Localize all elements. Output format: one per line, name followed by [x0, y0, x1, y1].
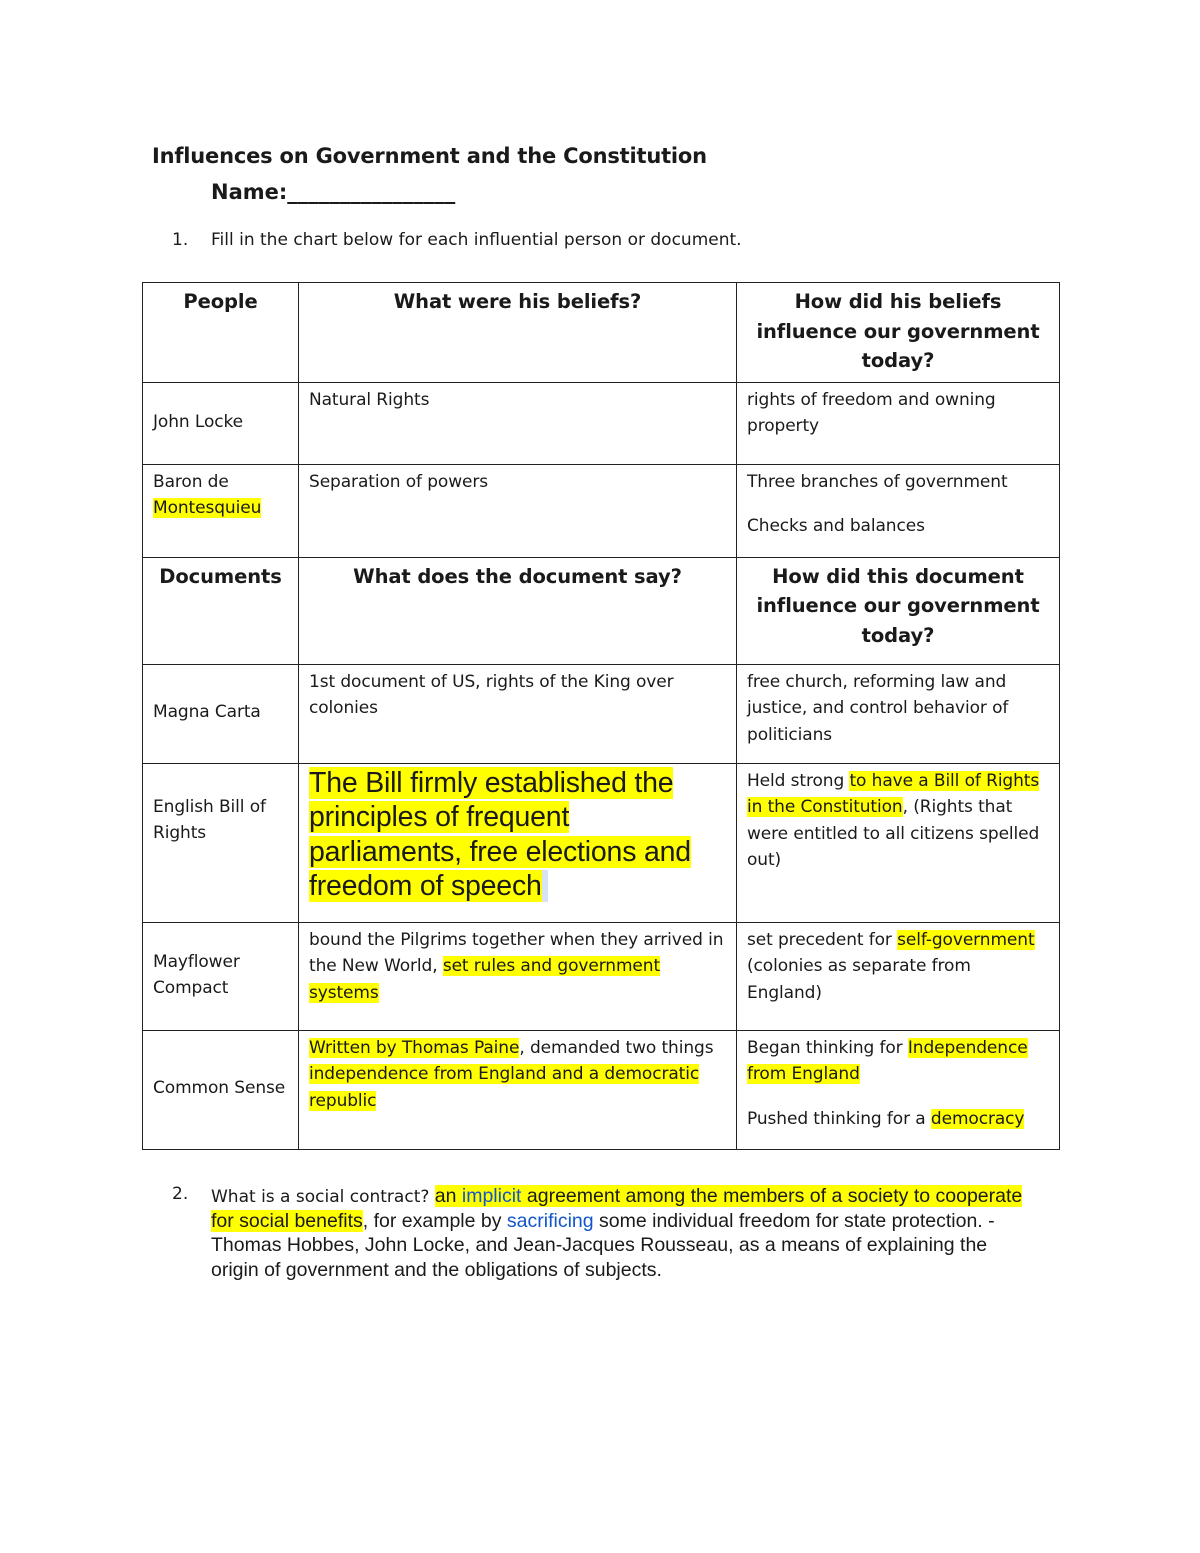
common-sense-says-a: Written by Thomas Paine: [309, 1037, 520, 1058]
answer-sacrificing-link: sacrificing: [506, 1209, 594, 1232]
mayflower-says-a: bound the Pilgrims together when they arrived in the New World,: [309, 929, 724, 976]
question-2-number: 2.: [172, 1184, 189, 1204]
montesquieu-highlight: Montesquieu: [153, 498, 262, 518]
mayflower-says-b: set rules and government systems: [309, 956, 661, 1003]
document-magna-carta: Magna Carta: [143, 664, 299, 763]
mayflower-influence-a: set precedent for: [747, 929, 898, 950]
locke-influence: rights of freedom and owning property: [737, 382, 1060, 464]
common-sense-influence-2a: Pushed thinking for a: [747, 1108, 931, 1129]
answer-part-1: an: [434, 1185, 462, 1207]
common-sense-influence-2: [747, 1106, 1049, 1133]
header-people: People: [143, 283, 299, 383]
table-row: [143, 922, 1060, 1030]
montesquieu-first: Baron de: [153, 471, 229, 492]
table-row: [143, 464, 1060, 557]
question-2-body: [172, 1184, 1032, 1282]
table-row: [143, 664, 1060, 763]
common-sense-influence-1a: Began thinking for: [747, 1037, 908, 1058]
question-2-label: What is a social contract?: [211, 1187, 435, 1207]
common-sense-says-b: , demanded two things: [519, 1037, 714, 1058]
common-sense-says: [299, 1030, 737, 1149]
answer-part-6: some individual freedom for state protection. - Thomas Hobbes, John Locke, and Jean-Jacques Rousseau, as a means of explaining the origin of government and the obligations of subjects.: [211, 1209, 995, 1281]
document-common-sense: Common Sense: [143, 1030, 299, 1149]
answer-part-3: agreement among the members of a society to cooperate for social benefits: [211, 1185, 1023, 1232]
person-john-locke: John Locke: [143, 382, 299, 464]
mayflower-says: [299, 922, 737, 1030]
person-montesquieu: [143, 464, 299, 557]
header-beliefs: What were his beliefs?: [299, 283, 737, 383]
common-sense-influence-2b: democracy: [930, 1108, 1025, 1129]
montesquieu-influence: [737, 464, 1060, 557]
table-row: [143, 763, 1060, 922]
documents-header-row: [143, 557, 1060, 664]
header-documents: Documents: [143, 557, 299, 664]
mayflower-influence-b: self-government: [897, 929, 1035, 950]
people-header-row: [143, 283, 1060, 383]
magna-carta-says: 1st document of US, rights of the King over colonies: [299, 664, 737, 763]
question-1: [172, 230, 742, 250]
common-sense-influence-1: [747, 1035, 1049, 1088]
english-bill-influence-b: to have a Bill of Rights in the Constitution: [747, 770, 1040, 817]
common-sense-influence: [737, 1030, 1060, 1149]
english-bill-says-highlight: The Bill firmly established the principles of frequent parliaments, free elections and freedom of speech: [309, 766, 691, 902]
english-bill-influence-a: Held strong: [747, 770, 850, 791]
question-2: [172, 1184, 1032, 1282]
mayflower-influence: [737, 922, 1060, 1030]
english-bill-says: [299, 763, 737, 922]
mayflower-influence-c: (colonies as separate from England): [747, 956, 971, 1003]
header-document-says: What does the document say?: [299, 557, 737, 664]
common-sense-influence-1b: Independence from England: [747, 1037, 1028, 1084]
table-row: [143, 1030, 1060, 1149]
table-row: [143, 382, 1060, 464]
influences-chart: [142, 282, 1060, 1150]
document-english-bill: English Bill of Rights: [143, 763, 299, 922]
page-title: Influences on Government and the Constitution: [152, 144, 707, 168]
answer-part-4: , for example by: [362, 1209, 507, 1232]
english-bill-influence: [737, 763, 1060, 922]
header-document-influence: How did this document influence our government today?: [737, 557, 1060, 664]
answer-implicit-link: implicit: [461, 1185, 522, 1207]
influence-branches: Three branches of government: [747, 471, 1008, 492]
english-bill-influence-c: , (Rights that were entitled to all citizens spelled out): [747, 797, 1040, 870]
question-1-text: Fill in the chart below for each influential person or document.: [211, 230, 742, 250]
montesquieu-beliefs: Separation of powers: [299, 464, 737, 557]
common-sense-says-c: independence from England and a democratic republic: [309, 1064, 700, 1111]
locke-beliefs: Natural Rights: [299, 382, 737, 464]
magna-carta-influence: free church, reforming law and justice, and control behavior of politicians: [737, 664, 1060, 763]
influence-checks: Checks and balances: [747, 516, 925, 536]
document-mayflower: Mayflower Compact: [143, 922, 299, 1030]
question-1-number: 1.: [172, 230, 189, 250]
header-belief-influence: How did his beliefs influence our government today?: [737, 283, 1060, 383]
name-field-label: Name:________________: [211, 180, 456, 204]
